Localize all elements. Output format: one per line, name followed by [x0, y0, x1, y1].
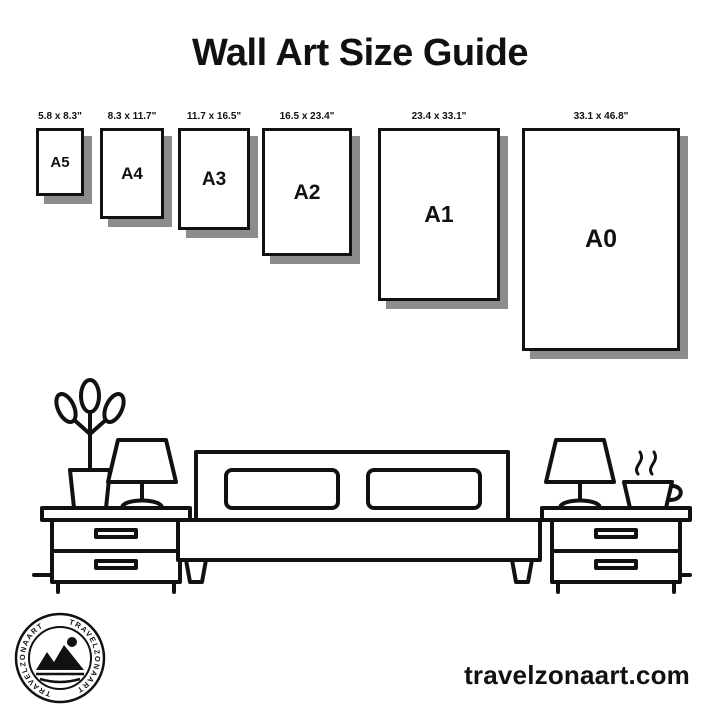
- bedroom-scene: [0, 370, 720, 600]
- frame-dimension-label: 8.3 x 11.7": [107, 111, 157, 122]
- logo-ring-text: TRAVELZONAART: [67, 617, 103, 696]
- frame-box-a4: [100, 128, 164, 219]
- pillow-right: [368, 470, 480, 508]
- frame-dimension-label: 5.8 x 8.3": [38, 111, 82, 122]
- right-table-lamp: [546, 440, 614, 508]
- frame-dimension-label: 33.1 x 46.8": [573, 111, 629, 122]
- frame-dimension-label: 16.5 x 23.4": [279, 111, 335, 122]
- frame-dimension-label: 11.7 x 16.5": [186, 111, 242, 122]
- frame-a4: [100, 111, 164, 219]
- frame-size-label: A4: [121, 164, 143, 183]
- frame-size-label: A3: [201, 168, 227, 190]
- left-table-lamp: [108, 440, 176, 508]
- pillow-left: [226, 470, 338, 508]
- frame-a1: [378, 111, 500, 301]
- website-url: travelzonaart.com: [464, 660, 690, 690]
- frame-size-label: A2: [293, 180, 321, 204]
- frame-size-label: A1: [424, 201, 454, 227]
- frame-box-a0: [522, 128, 680, 351]
- frame-size-label: A5: [50, 153, 70, 171]
- frame-size-diagram: [0, 100, 720, 400]
- frame-box-a5: [36, 128, 84, 196]
- frame-a3: [178, 111, 250, 230]
- brand-logo: [14, 612, 106, 704]
- page-title: Wall Art Size Guide: [191, 32, 529, 74]
- brand-logo-svg: [14, 612, 106, 704]
- frame-size-label: A0: [585, 225, 617, 253]
- coffee-cup: [624, 452, 681, 508]
- frame-a2: [262, 111, 352, 256]
- bed: [178, 452, 540, 582]
- frame-box-a1: [378, 128, 500, 301]
- left-nightstand: [42, 508, 190, 592]
- frame-dimension-label: 23.4 x 33.1": [411, 111, 467, 122]
- right-nightstand: [542, 508, 690, 592]
- frame-a0: [522, 111, 680, 351]
- frame-box-a2: [262, 128, 352, 256]
- frame-box-a3: [178, 128, 250, 230]
- logo-ring-text-bottom: TRAVELZONAART: [17, 620, 52, 699]
- frame-a5: [36, 111, 84, 196]
- bedroom-scene-svg: [0, 370, 720, 600]
